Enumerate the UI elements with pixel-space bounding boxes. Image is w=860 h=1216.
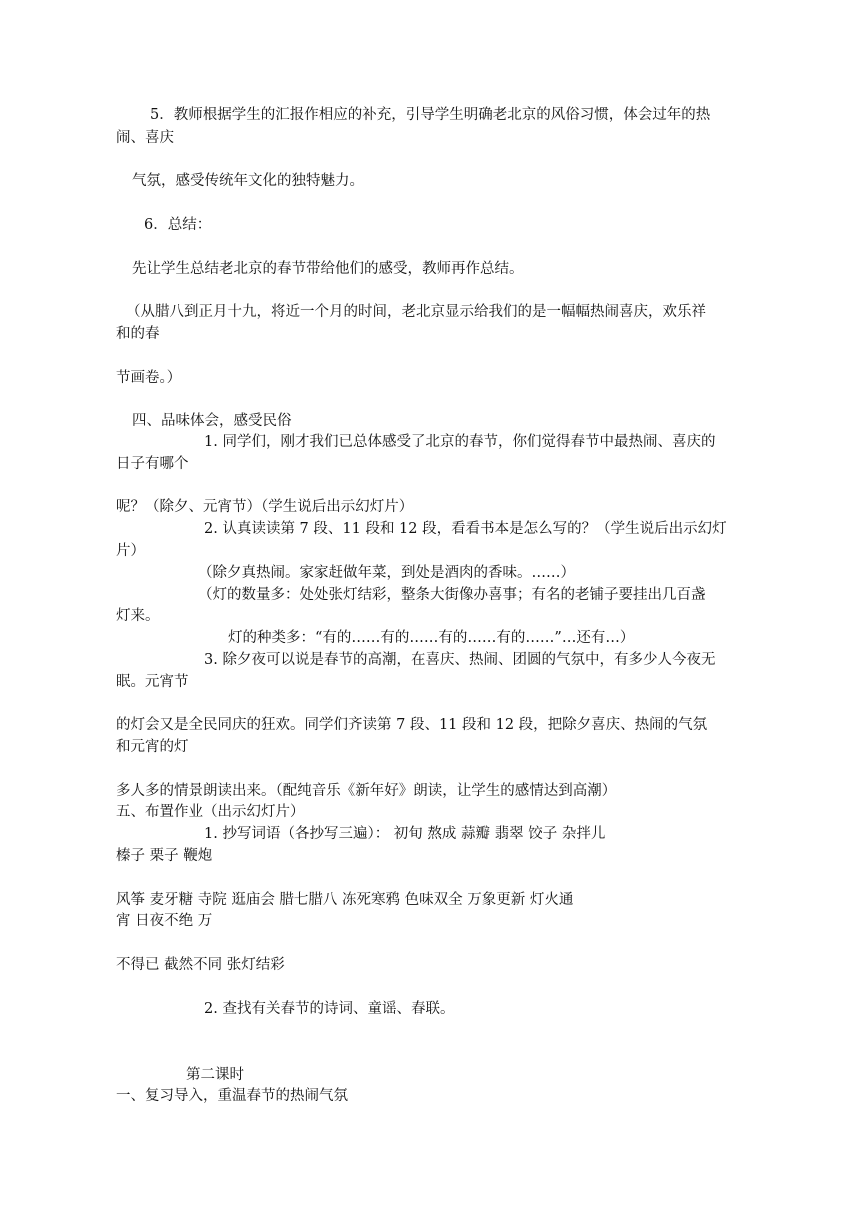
text-line: （从腊八到正月十九，将近一个月的时间，老北京显示给我们的是一幅幅热闹喜庆，欢乐祥 xyxy=(126,304,706,320)
text-line: 的灯会又是全民同庆的狂欢。同学们齐读第 7 段、11 段和 12 段，把除夕喜庆、热闹的气氛 xyxy=(116,717,708,733)
text-line: （灯的数量多：处处张灯结彩，整条大街像办喜事；有名的老铺子要挂出几百盏 xyxy=(198,587,706,603)
text-line: 1. 抄写词语（各抄写三遍）： 初旬 熬成 蒜瓣 翡翠 饺子 杂拌儿 xyxy=(204,826,606,842)
text-line: 先让学生总结老北京的春节带给他们的感受，教师再作总结。 xyxy=(132,261,524,277)
text-line: 呢？（除夕、元宵节）（学生说后出示幻灯片） xyxy=(116,499,414,515)
lesson-heading: 第二课时 xyxy=(186,1067,244,1083)
text-line: 不得已 截然不同 张灯结彩 xyxy=(116,957,285,973)
text-line: 日子有哪个 xyxy=(116,456,189,472)
text-line: 气氛，感受传统年文化的独特魅力。 xyxy=(132,173,364,189)
text-line: 2. 查找有关春节的诗词、童谣、春联。 xyxy=(204,1001,455,1017)
text-line: 灯的种类多：“有的……有的……有的……有的……”…还有…） xyxy=(228,630,635,646)
section-heading: 五、布置作业（出示幻灯片） xyxy=(116,804,305,820)
text-line: 榛子 栗子 鞭炮 xyxy=(116,848,213,864)
text-line: 风筝 麦牙糖 寺院 逛庙会 腊七腊八 冻死寒鸦 色味双全 万象更新 灯火通 xyxy=(116,892,574,908)
text-line: 和的春 xyxy=(116,326,160,342)
text-line: 宵 日夜不绝 万 xyxy=(116,913,213,929)
text-line: 5．教师根据学生的汇报作相应的补充，引导学生明确老北京的风俗习惯，体会过年的热 xyxy=(150,107,711,123)
section-heading: 一、复习导入，重温春节的热闹气氛 xyxy=(116,1088,348,1104)
text-line: 闹、喜庆 xyxy=(116,130,174,146)
text-line: 片） xyxy=(116,543,145,559)
text-line: 2. 认真读读第 7 段、11 段和 12 段，看看书本是怎么写的？（学生说后出示幻灯 xyxy=(204,521,727,537)
text-line: 6．总结： xyxy=(144,217,212,233)
text-line: 3. 除夕夜可以说是春节的高潮，在喜庆、热闹、团圆的气氛中，有多少人今夜无 xyxy=(204,652,716,668)
text-line: 灯来。 xyxy=(116,608,160,624)
text-line: 和元宵的灯 xyxy=(116,739,189,755)
text-line: 节画卷。） xyxy=(116,370,182,386)
text-line: 1. 同学们，刚才我们已总体感受了北京的春节，你们觉得春节中最热闹、喜庆的 xyxy=(204,434,716,450)
section-heading: 四、品味体会，感受民俗 xyxy=(132,413,292,429)
text-line: （除夕真热闹。家家赶做年菜，到处是酒肉的香味。……） xyxy=(198,565,575,581)
text-line: 多人多的情景朗读出来。（配纯音乐《新年好》朗读，让学生的感情达到高潮） xyxy=(116,783,617,799)
text-line: 眠。元宵节 xyxy=(116,674,189,690)
